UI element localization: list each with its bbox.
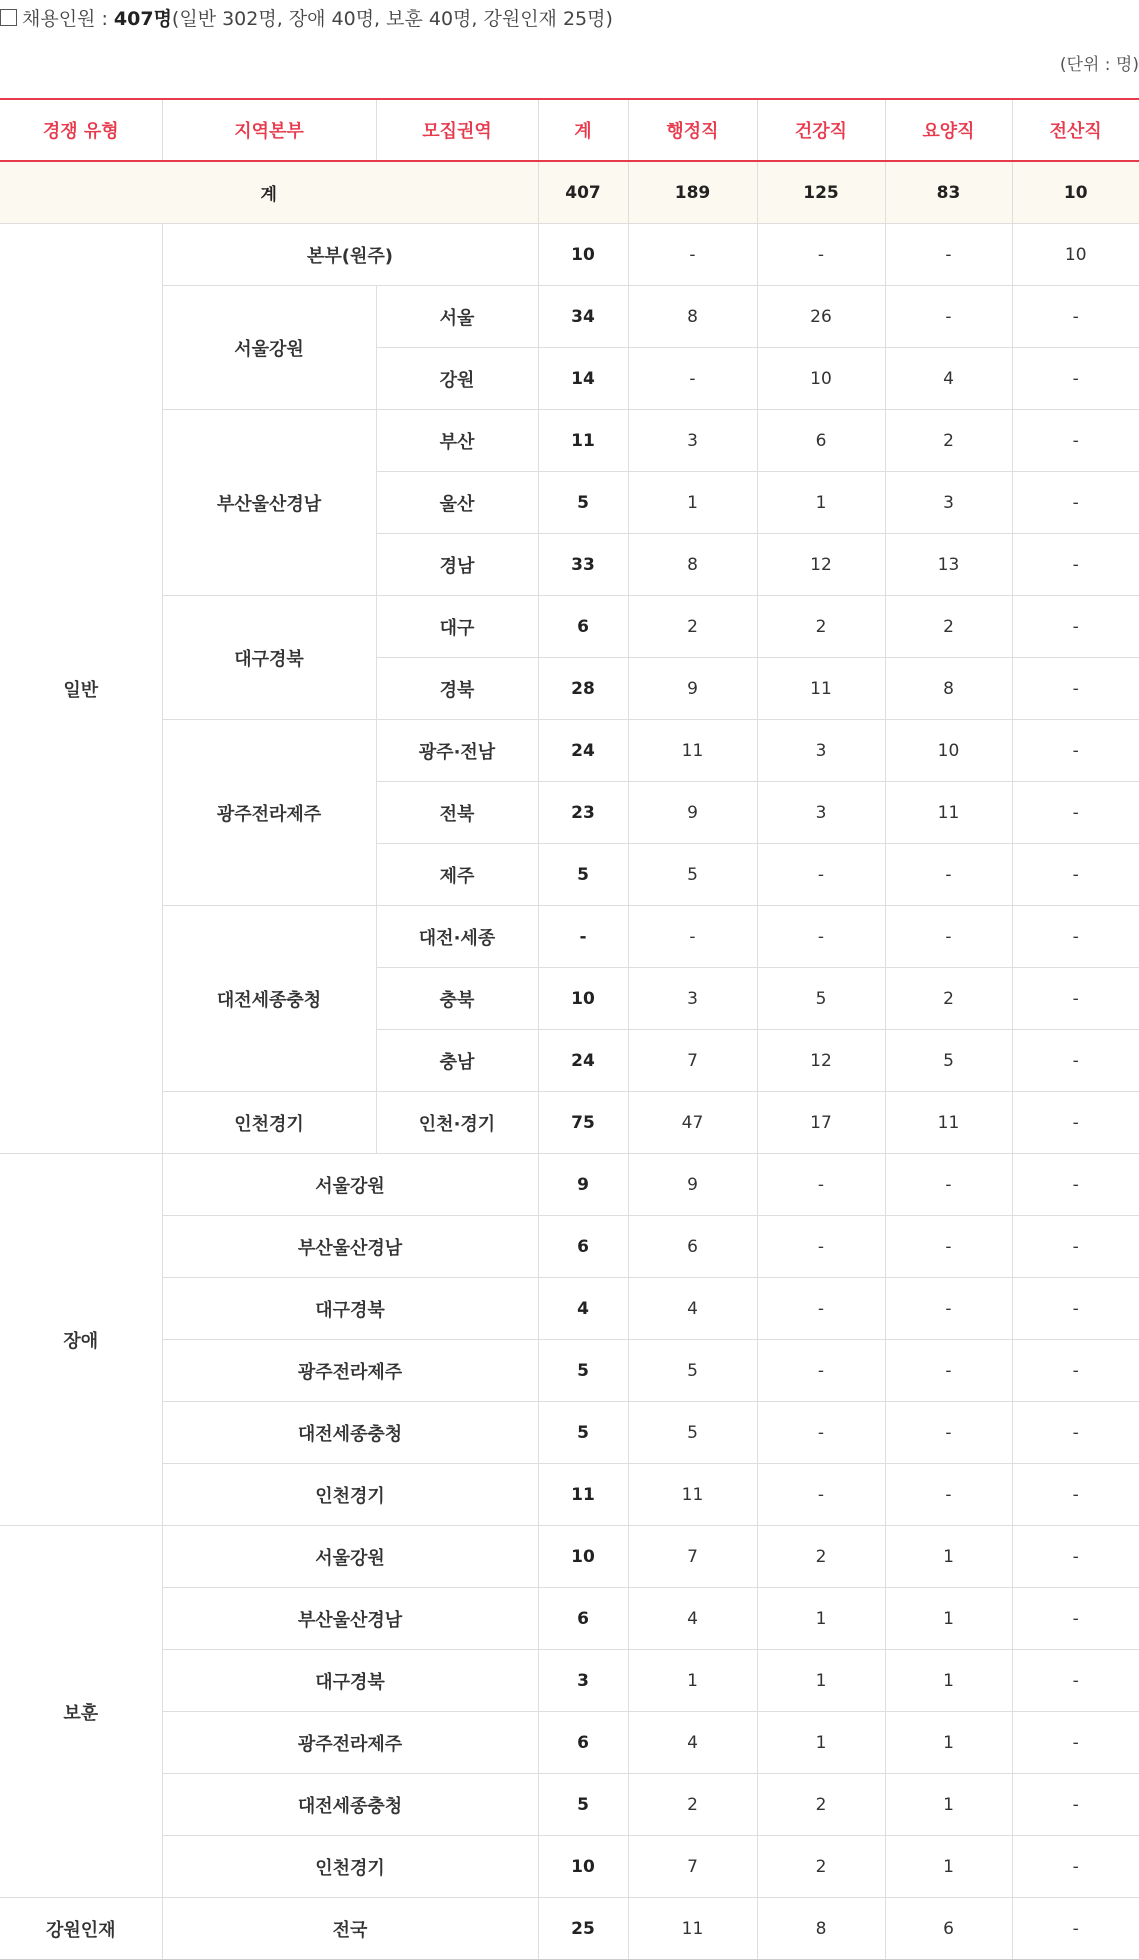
value-cell-admin: 11 <box>628 1464 757 1526</box>
region-cell: 인천경기 <box>162 1464 538 1526</box>
area-cell: 대구 <box>376 596 538 658</box>
value-cell-care: - <box>885 286 1012 348</box>
value-cell-it: 10 <box>1012 224 1139 286</box>
value-cell-sum: 6 <box>538 1588 628 1650</box>
value-cell-it: - <box>1012 1464 1139 1526</box>
value-cell-sum: 25 <box>538 1898 628 1960</box>
value-cell-health: 2 <box>757 1774 885 1836</box>
value-cell-sum: 6 <box>538 1216 628 1278</box>
table-row <box>0 906 1139 968</box>
value-cell-health: 6 <box>757 410 885 472</box>
value-cell-admin: 1 <box>628 472 757 534</box>
value-cell-sum: 24 <box>538 1030 628 1092</box>
value-cell-care: - <box>885 1402 1012 1464</box>
total-row-admin: 189 <box>628 161 757 224</box>
value-cell-sum: 3 <box>538 1650 628 1712</box>
table-row <box>0 1092 1139 1154</box>
value-cell-it: - <box>1012 1526 1139 1588</box>
value-cell-health: 1 <box>757 1650 885 1712</box>
area-cell: 서울 <box>376 286 538 348</box>
region-cell: 인천경기 <box>162 1092 376 1154</box>
value-cell-sum: 5 <box>538 1774 628 1836</box>
competition-type-cell: 강원인재 <box>0 1898 162 1960</box>
value-cell-admin: 7 <box>628 1836 757 1898</box>
table-row <box>0 1216 1139 1278</box>
recruitment-summary <box>0 0 1139 54</box>
value-cell-health: 1 <box>757 1712 885 1774</box>
value-cell-health: 3 <box>757 720 885 782</box>
area-cell: 울산 <box>376 472 538 534</box>
region-cell: 대전세종충청 <box>162 1402 538 1464</box>
value-cell-care: 4 <box>885 348 1012 410</box>
value-cell-health: 2 <box>757 596 885 658</box>
competition-type-cell: 보훈 <box>0 1526 162 1898</box>
area-cell: 대전·세종 <box>376 906 538 968</box>
header-type: 경쟁 유형 <box>0 99 162 161</box>
value-cell-health: - <box>757 844 885 906</box>
value-cell-health: - <box>757 1402 885 1464</box>
area-cell: 강원 <box>376 348 538 410</box>
value-cell-sum: 14 <box>538 348 628 410</box>
header-total: 계 <box>538 99 628 161</box>
value-cell-admin: 5 <box>628 1340 757 1402</box>
value-cell-admin: 1 <box>628 1650 757 1712</box>
value-cell-sum: 5 <box>538 472 628 534</box>
value-cell-it: - <box>1012 348 1139 410</box>
value-cell-health: - <box>757 1216 885 1278</box>
total-row-label: 계 <box>0 161 538 224</box>
region-cell: 광주전라제주 <box>162 720 376 906</box>
value-cell-care: 1 <box>885 1774 1012 1836</box>
value-cell-care: 2 <box>885 410 1012 472</box>
value-cell-admin: 7 <box>628 1526 757 1588</box>
header-area: 모집권역 <box>376 99 538 161</box>
region-cell: 본부(원주) <box>162 224 538 286</box>
value-cell-it: - <box>1012 1030 1139 1092</box>
value-cell-care: 1 <box>885 1650 1012 1712</box>
value-cell-it: - <box>1012 968 1139 1030</box>
region-cell: 부산울산경남 <box>162 410 376 596</box>
region-cell: 대전세종충청 <box>162 1774 538 1836</box>
table-row <box>0 224 1139 286</box>
value-cell-admin: 4 <box>628 1588 757 1650</box>
value-cell-sum: 33 <box>538 534 628 596</box>
value-cell-admin: 8 <box>628 534 757 596</box>
value-cell-it: - <box>1012 1092 1139 1154</box>
region-cell: 부산울산경남 <box>162 1216 538 1278</box>
area-cell: 광주·전남 <box>376 720 538 782</box>
value-cell-care: - <box>885 1154 1012 1216</box>
region-cell: 대전세종충청 <box>162 906 376 1092</box>
value-cell-sum: 5 <box>538 1340 628 1402</box>
value-cell-sum: 5 <box>538 844 628 906</box>
value-cell-care: 13 <box>885 534 1012 596</box>
value-cell-it: - <box>1012 1278 1139 1340</box>
value-cell-it: - <box>1012 1402 1139 1464</box>
value-cell-care: 3 <box>885 472 1012 534</box>
value-cell-health: 5 <box>757 968 885 1030</box>
value-cell-admin: 4 <box>628 1712 757 1774</box>
value-cell-care: 10 <box>885 720 1012 782</box>
region-cell: 대구경북 <box>162 1650 538 1712</box>
value-cell-sum: 75 <box>538 1092 628 1154</box>
table-row <box>0 286 1139 348</box>
value-cell-care: 5 <box>885 1030 1012 1092</box>
value-cell-health: - <box>757 906 885 968</box>
summary-detail: (일반 302명, 장애 40명, 보훈 40명, 강원인재 25명) <box>171 8 613 30</box>
value-cell-health: - <box>757 224 885 286</box>
value-cell-health: 3 <box>757 782 885 844</box>
table-row <box>0 410 1139 472</box>
value-cell-sum: 11 <box>538 1464 628 1526</box>
value-cell-it: - <box>1012 1774 1139 1836</box>
area-cell: 경북 <box>376 658 538 720</box>
header-health: 건강직 <box>757 99 885 161</box>
value-cell-it: - <box>1012 844 1139 906</box>
value-cell-admin: 5 <box>628 1402 757 1464</box>
value-cell-care: 11 <box>885 1092 1012 1154</box>
value-cell-sum: 11 <box>538 410 628 472</box>
value-cell-it: - <box>1012 1836 1139 1898</box>
value-cell-care: - <box>885 1216 1012 1278</box>
region-cell: 서울강원 <box>162 1154 538 1216</box>
region-cell: 부산울산경남 <box>162 1588 538 1650</box>
value-cell-admin: 2 <box>628 1774 757 1836</box>
region-cell: 광주전라제주 <box>162 1712 538 1774</box>
region-cell: 서울강원 <box>162 286 376 410</box>
value-cell-health: - <box>757 1278 885 1340</box>
value-cell-admin: 4 <box>628 1278 757 1340</box>
value-cell-admin: 3 <box>628 968 757 1030</box>
value-cell-sum: 4 <box>538 1278 628 1340</box>
header-region: 지역본부 <box>162 99 376 161</box>
value-cell-admin: 11 <box>628 1898 757 1960</box>
value-cell-it: - <box>1012 720 1139 782</box>
table-row <box>0 720 1139 782</box>
summary-prefix: 채용인원 : <box>22 8 114 30</box>
table-row <box>0 1836 1139 1898</box>
value-cell-admin: 3 <box>628 410 757 472</box>
table-row <box>0 596 1139 658</box>
table-row <box>0 1278 1139 1340</box>
value-cell-care: - <box>885 844 1012 906</box>
unit-label: (단위 : 명) <box>1059 55 1139 75</box>
competition-type-cell: 장애 <box>0 1154 162 1526</box>
value-cell-sum: 28 <box>538 658 628 720</box>
value-cell-admin: 8 <box>628 286 757 348</box>
value-cell-admin: 2 <box>628 596 757 658</box>
region-cell: 서울강원 <box>162 1526 538 1588</box>
value-cell-admin: 9 <box>628 1154 757 1216</box>
region-cell: 대구경북 <box>162 596 376 720</box>
header-care: 요양직 <box>885 99 1012 161</box>
value-cell-it: - <box>1012 410 1139 472</box>
region-cell: 인천경기 <box>162 1836 538 1898</box>
value-cell-sum: 6 <box>538 596 628 658</box>
value-cell-care: - <box>885 224 1012 286</box>
table-row <box>0 1154 1139 1216</box>
value-cell-health: - <box>757 1340 885 1402</box>
value-cell-admin: - <box>628 906 757 968</box>
value-cell-care: 8 <box>885 658 1012 720</box>
value-cell-sum: 9 <box>538 1154 628 1216</box>
region-cell: 대구경북 <box>162 1278 538 1340</box>
area-cell: 부산 <box>376 410 538 472</box>
value-cell-admin: - <box>628 224 757 286</box>
table-row <box>0 1588 1139 1650</box>
value-cell-care: 1 <box>885 1588 1012 1650</box>
table-row <box>0 1898 1139 1960</box>
value-cell-care: 1 <box>885 1836 1012 1898</box>
area-cell: 인천·경기 <box>376 1092 538 1154</box>
value-cell-care: - <box>885 1464 1012 1526</box>
value-cell-health: 11 <box>757 658 885 720</box>
value-cell-care: - <box>885 1340 1012 1402</box>
value-cell-sum: 10 <box>538 968 628 1030</box>
value-cell-care: 2 <box>885 968 1012 1030</box>
value-cell-it: - <box>1012 1216 1139 1278</box>
value-cell-sum: 6 <box>538 1712 628 1774</box>
table-row <box>0 1340 1139 1402</box>
table-row <box>0 1712 1139 1774</box>
value-cell-health: 12 <box>757 534 885 596</box>
total-row-it: 10 <box>1012 161 1139 224</box>
value-cell-admin: - <box>628 348 757 410</box>
value-cell-health: 10 <box>757 348 885 410</box>
competition-type-cell: 일반 <box>0 224 162 1154</box>
value-cell-health: 17 <box>757 1092 885 1154</box>
total-row-care: 83 <box>885 161 1012 224</box>
value-cell-sum: 23 <box>538 782 628 844</box>
value-cell-admin: 7 <box>628 1030 757 1092</box>
region-cell: 전국 <box>162 1898 538 1960</box>
value-cell-care: - <box>885 906 1012 968</box>
value-cell-sum: 10 <box>538 1836 628 1898</box>
value-cell-sum: 10 <box>538 1526 628 1588</box>
total-row-health: 125 <box>757 161 885 224</box>
value-cell-it: - <box>1012 1588 1139 1650</box>
value-cell-it: - <box>1012 286 1139 348</box>
value-cell-admin: 5 <box>628 844 757 906</box>
value-cell-care: - <box>885 1278 1012 1340</box>
value-cell-sum: 10 <box>538 224 628 286</box>
value-cell-health: 8 <box>757 1898 885 1960</box>
area-cell: 경남 <box>376 534 538 596</box>
value-cell-health: 26 <box>757 286 885 348</box>
value-cell-sum: - <box>538 906 628 968</box>
value-cell-health: 1 <box>757 472 885 534</box>
header-it: 전산직 <box>1012 99 1139 161</box>
value-cell-admin: 47 <box>628 1092 757 1154</box>
value-cell-health: - <box>757 1154 885 1216</box>
header-admin: 행정직 <box>628 99 757 161</box>
total-row-sum: 407 <box>538 161 628 224</box>
table-row <box>0 1650 1139 1712</box>
value-cell-it: - <box>1012 658 1139 720</box>
area-cell: 충북 <box>376 968 538 1030</box>
value-cell-sum: 5 <box>538 1402 628 1464</box>
value-cell-sum: 34 <box>538 286 628 348</box>
table-row <box>0 1526 1139 1588</box>
value-cell-it: - <box>1012 534 1139 596</box>
value-cell-care: 1 <box>885 1526 1012 1588</box>
area-cell: 충남 <box>376 1030 538 1092</box>
value-cell-care: 6 <box>885 1898 1012 1960</box>
header-row <box>0 99 1139 161</box>
recruitment-table <box>0 98 1139 1960</box>
area-cell: 제주 <box>376 844 538 906</box>
value-cell-health: 2 <box>757 1836 885 1898</box>
value-cell-health: 1 <box>757 1588 885 1650</box>
value-cell-care: 11 <box>885 782 1012 844</box>
value-cell-it: - <box>1012 596 1139 658</box>
table-row <box>0 1402 1139 1464</box>
value-cell-it: - <box>1012 1898 1139 1960</box>
value-cell-admin: 9 <box>628 658 757 720</box>
value-cell-it: - <box>1012 906 1139 968</box>
value-cell-it: - <box>1012 1154 1139 1216</box>
value-cell-admin: 11 <box>628 720 757 782</box>
value-cell-sum: 24 <box>538 720 628 782</box>
summary-total: 407명 <box>113 8 172 30</box>
value-cell-health: 2 <box>757 1526 885 1588</box>
value-cell-it: - <box>1012 1650 1139 1712</box>
checkbox-square-icon <box>0 9 17 26</box>
value-cell-admin: 9 <box>628 782 757 844</box>
value-cell-it: - <box>1012 1712 1139 1774</box>
value-cell-care: 2 <box>885 596 1012 658</box>
area-cell: 전북 <box>376 782 538 844</box>
value-cell-it: - <box>1012 782 1139 844</box>
total-row <box>0 161 1139 224</box>
table-row <box>0 1774 1139 1836</box>
value-cell-it: - <box>1012 1340 1139 1402</box>
table-row <box>0 1464 1139 1526</box>
value-cell-it: - <box>1012 472 1139 534</box>
region-cell: 광주전라제주 <box>162 1340 538 1402</box>
value-cell-admin: 6 <box>628 1216 757 1278</box>
value-cell-health: - <box>757 1464 885 1526</box>
value-cell-care: 1 <box>885 1712 1012 1774</box>
value-cell-health: 12 <box>757 1030 885 1092</box>
